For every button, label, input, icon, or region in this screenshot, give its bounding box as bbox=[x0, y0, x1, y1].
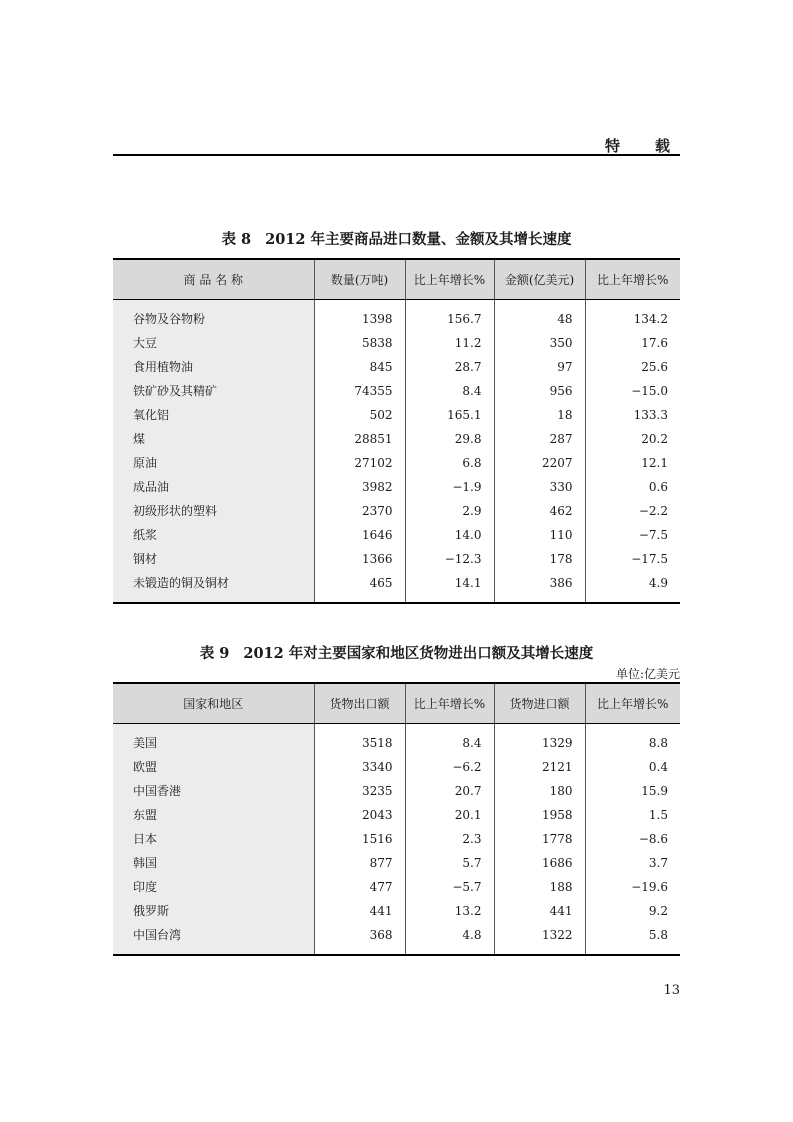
data-cell: 14.0 bbox=[405, 523, 494, 547]
table-row bbox=[113, 755, 680, 779]
data-cell: 1958 bbox=[494, 803, 585, 827]
spacer-cell bbox=[585, 299, 680, 307]
row-label: 美国 bbox=[113, 731, 314, 755]
data-cell: 386 bbox=[494, 571, 585, 595]
column-header: 数量(万吨) bbox=[314, 259, 405, 299]
data-cell: −6.2 bbox=[405, 755, 494, 779]
data-cell: 2043 bbox=[314, 803, 405, 827]
data-cell: 180 bbox=[494, 779, 585, 803]
table-row bbox=[113, 451, 680, 475]
row-label: 东盟 bbox=[113, 803, 314, 827]
table-row bbox=[113, 827, 680, 851]
spacer-cell bbox=[494, 947, 585, 955]
data-cell: 330 bbox=[494, 475, 585, 499]
row-label: 成品油 bbox=[113, 475, 314, 499]
data-cell: 2121 bbox=[494, 755, 585, 779]
data-cell: 3235 bbox=[314, 779, 405, 803]
table-row bbox=[113, 355, 680, 379]
spacer-cell bbox=[585, 595, 680, 603]
data-cell: 877 bbox=[314, 851, 405, 875]
data-cell: 1322 bbox=[494, 923, 585, 947]
spacer-cell bbox=[405, 723, 494, 731]
data-cell: 2.3 bbox=[405, 827, 494, 851]
data-cell: 4.8 bbox=[405, 923, 494, 947]
data-cell: 4.9 bbox=[585, 571, 680, 595]
data-cell: 368 bbox=[314, 923, 405, 947]
spacer-cell bbox=[113, 299, 314, 307]
spacer-cell bbox=[314, 595, 405, 603]
data-cell: 74355 bbox=[314, 379, 405, 403]
row-label: 韩国 bbox=[113, 851, 314, 875]
table-row bbox=[113, 331, 680, 355]
page-number: 13 bbox=[663, 983, 680, 998]
table-row bbox=[113, 571, 680, 595]
data-cell: 441 bbox=[314, 899, 405, 923]
table-row bbox=[113, 731, 680, 755]
row-label: 食用植物油 bbox=[113, 355, 314, 379]
row-label: 钢材 bbox=[113, 547, 314, 571]
table-row bbox=[113, 307, 680, 331]
row-label: 未锻造的铜及铜材 bbox=[113, 571, 314, 595]
data-cell: 8.4 bbox=[405, 379, 494, 403]
data-cell: 20.7 bbox=[405, 779, 494, 803]
data-cell: 956 bbox=[494, 379, 585, 403]
data-cell: 8.8 bbox=[585, 731, 680, 755]
table-row bbox=[113, 899, 680, 923]
data-cell: 97 bbox=[494, 355, 585, 379]
data-cell: 1686 bbox=[494, 851, 585, 875]
table-row bbox=[113, 427, 680, 451]
data-cell: −19.6 bbox=[585, 875, 680, 899]
table-row bbox=[113, 875, 680, 899]
data-cell: 5.8 bbox=[585, 923, 680, 947]
column-header: 比上年增长% bbox=[585, 683, 680, 723]
spacer-cell bbox=[585, 947, 680, 955]
data-cell: −15.0 bbox=[585, 379, 680, 403]
spacer-cell bbox=[585, 723, 680, 731]
column-header: 比上年增长% bbox=[405, 683, 494, 723]
row-label: 大豆 bbox=[113, 331, 314, 355]
data-cell: 6.8 bbox=[405, 451, 494, 475]
table-row bbox=[113, 403, 680, 427]
table8-header-row bbox=[113, 259, 680, 299]
data-cell: 3340 bbox=[314, 755, 405, 779]
table-row bbox=[113, 803, 680, 827]
data-cell: 2207 bbox=[494, 451, 585, 475]
data-cell: 133.3 bbox=[585, 403, 680, 427]
spacer-row bbox=[113, 299, 680, 307]
data-cell: 477 bbox=[314, 875, 405, 899]
table9-number: 表 9 bbox=[199, 645, 230, 662]
row-label: 谷物及谷物粉 bbox=[113, 307, 314, 331]
table8-caption bbox=[113, 228, 680, 249]
spacer-cell bbox=[113, 723, 314, 731]
data-cell: 3982 bbox=[314, 475, 405, 499]
column-header: 比上年增长% bbox=[405, 259, 494, 299]
data-cell: 462 bbox=[494, 499, 585, 523]
data-cell: 9.2 bbox=[585, 899, 680, 923]
data-cell: 12.1 bbox=[585, 451, 680, 475]
data-cell: 3.7 bbox=[585, 851, 680, 875]
spacer-cell bbox=[113, 595, 314, 603]
data-cell: 1646 bbox=[314, 523, 405, 547]
data-cell: 25.6 bbox=[585, 355, 680, 379]
data-cell: 178 bbox=[494, 547, 585, 571]
data-cell: 845 bbox=[314, 355, 405, 379]
data-cell: 165.1 bbox=[405, 403, 494, 427]
data-cell: 134.2 bbox=[585, 307, 680, 331]
data-cell: 18 bbox=[494, 403, 585, 427]
table9-caption bbox=[113, 642, 680, 663]
row-label: 纸浆 bbox=[113, 523, 314, 547]
data-cell: 1516 bbox=[314, 827, 405, 851]
data-cell: −1.9 bbox=[405, 475, 494, 499]
column-header: 货物进口额 bbox=[494, 683, 585, 723]
data-cell: 3518 bbox=[314, 731, 405, 755]
table-row bbox=[113, 379, 680, 403]
table9-title: 2012 年对主要国家和地区货物进出口额及其增长速度 bbox=[243, 645, 594, 662]
data-cell: 11.2 bbox=[405, 331, 494, 355]
spacer-cell bbox=[314, 947, 405, 955]
table-row bbox=[113, 547, 680, 571]
data-cell: 465 bbox=[314, 571, 405, 595]
data-cell: 287 bbox=[494, 427, 585, 451]
column-header: 商 品 名 称 bbox=[113, 259, 314, 299]
spacer-cell bbox=[405, 947, 494, 955]
row-label: 欧盟 bbox=[113, 755, 314, 779]
spacer-cell bbox=[314, 723, 405, 731]
row-label: 中国香港 bbox=[113, 779, 314, 803]
data-cell: 1.5 bbox=[585, 803, 680, 827]
spacer-cell bbox=[405, 595, 494, 603]
table9 bbox=[113, 682, 680, 956]
spacer-cell bbox=[113, 947, 314, 955]
data-cell: 28.7 bbox=[405, 355, 494, 379]
table8 bbox=[113, 258, 680, 604]
table-row bbox=[113, 523, 680, 547]
data-cell: 110 bbox=[494, 523, 585, 547]
spacer-cell bbox=[494, 723, 585, 731]
table9-unit: 单位:亿美元 bbox=[615, 667, 680, 681]
data-cell: 28851 bbox=[314, 427, 405, 451]
column-header: 比上年增长% bbox=[585, 259, 680, 299]
row-label: 氧化铝 bbox=[113, 403, 314, 427]
spacer-cell bbox=[314, 299, 405, 307]
data-cell: 1398 bbox=[314, 307, 405, 331]
data-cell: 0.6 bbox=[585, 475, 680, 499]
data-cell: 27102 bbox=[314, 451, 405, 475]
data-cell: 441 bbox=[494, 899, 585, 923]
data-cell: 2.9 bbox=[405, 499, 494, 523]
row-label: 铁矿砂及其精矿 bbox=[113, 379, 314, 403]
data-cell: 8.4 bbox=[405, 731, 494, 755]
data-cell: 0.4 bbox=[585, 755, 680, 779]
table8-title: 2012 年主要商品进口数量、金额及其增长速度 bbox=[265, 231, 572, 248]
row-label: 日本 bbox=[113, 827, 314, 851]
data-cell: 20.1 bbox=[405, 803, 494, 827]
row-label: 印度 bbox=[113, 875, 314, 899]
data-cell: 17.6 bbox=[585, 331, 680, 355]
data-cell: 13.2 bbox=[405, 899, 494, 923]
spacer-row bbox=[113, 947, 680, 955]
column-header: 国家和地区 bbox=[113, 683, 314, 723]
row-label: 中国台湾 bbox=[113, 923, 314, 947]
data-cell: 502 bbox=[314, 403, 405, 427]
data-cell: −5.7 bbox=[405, 875, 494, 899]
table-row bbox=[113, 475, 680, 499]
table9-header-row bbox=[113, 683, 680, 723]
data-cell: 1329 bbox=[494, 731, 585, 755]
data-cell: 20.2 bbox=[585, 427, 680, 451]
column-header: 金额(亿美元) bbox=[494, 259, 585, 299]
data-cell: 1366 bbox=[314, 547, 405, 571]
row-label: 煤 bbox=[113, 427, 314, 451]
data-cell: −17.5 bbox=[585, 547, 680, 571]
table-row bbox=[113, 923, 680, 947]
data-cell: 1778 bbox=[494, 827, 585, 851]
data-cell: 5.7 bbox=[405, 851, 494, 875]
data-cell: 188 bbox=[494, 875, 585, 899]
running-head: 特 载 bbox=[604, 137, 680, 155]
data-cell: 350 bbox=[494, 331, 585, 355]
data-cell: 15.9 bbox=[585, 779, 680, 803]
data-cell: 2370 bbox=[314, 499, 405, 523]
data-cell: 14.1 bbox=[405, 571, 494, 595]
data-cell: −7.5 bbox=[585, 523, 680, 547]
row-label: 俄罗斯 bbox=[113, 899, 314, 923]
data-cell: 156.7 bbox=[405, 307, 494, 331]
spacer-cell bbox=[405, 299, 494, 307]
table-row bbox=[113, 851, 680, 875]
spacer-row bbox=[113, 723, 680, 731]
data-cell: 5838 bbox=[314, 331, 405, 355]
header-rule bbox=[113, 154, 680, 156]
table-row bbox=[113, 499, 680, 523]
spacer-cell bbox=[494, 595, 585, 603]
spacer-cell bbox=[494, 299, 585, 307]
data-cell: 29.8 bbox=[405, 427, 494, 451]
row-label: 初级形状的塑料 bbox=[113, 499, 314, 523]
table-row bbox=[113, 779, 680, 803]
column-header: 货物出口额 bbox=[314, 683, 405, 723]
row-label: 原油 bbox=[113, 451, 314, 475]
table8-number: 表 8 bbox=[221, 231, 252, 248]
data-cell: −8.6 bbox=[585, 827, 680, 851]
data-cell: −12.3 bbox=[405, 547, 494, 571]
spacer-row bbox=[113, 595, 680, 603]
data-cell: 48 bbox=[494, 307, 585, 331]
data-cell: −2.2 bbox=[585, 499, 680, 523]
